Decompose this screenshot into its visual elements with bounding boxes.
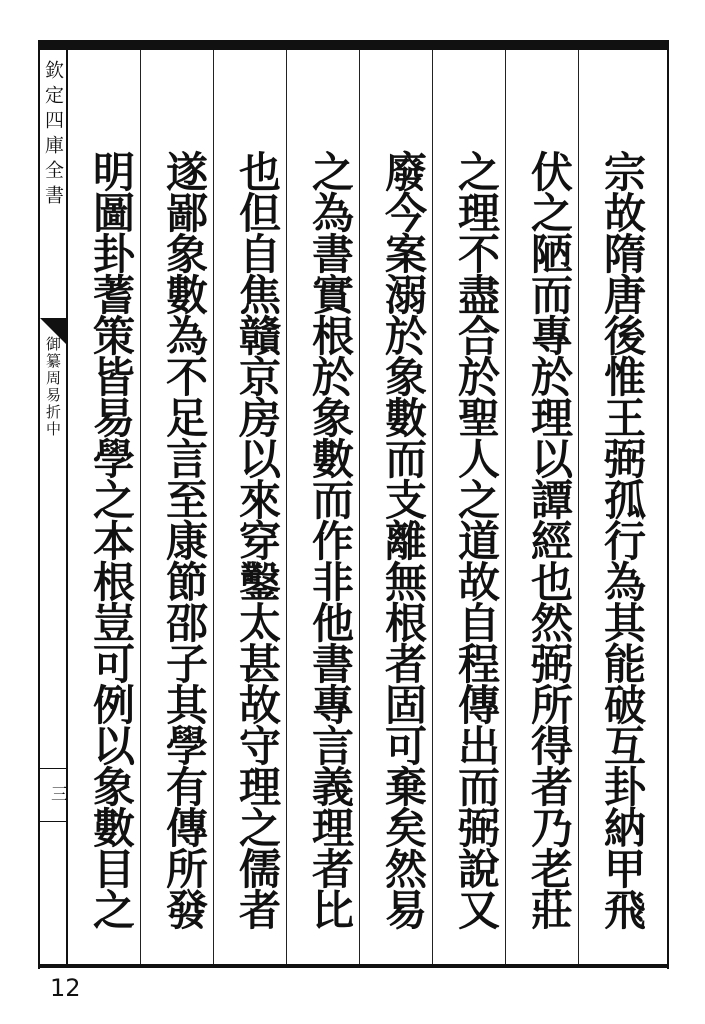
text-column-8: 明圖卦蓍策皆易學之本根豈可例以象數目之	[87, 150, 136, 929]
folio-number: 12	[50, 974, 81, 1002]
text-column-1: 宗故隋唐後惟王弼孤行為其能破互卦納甲飛	[598, 150, 647, 929]
margin-collection-title: 欽定四庫全書	[42, 60, 64, 210]
margin-page-number: 三	[47, 785, 67, 802]
text-column-3: 之理不盡合於聖人之道故自程傳出而弼說又	[452, 150, 501, 929]
text-column-5: 之為書實根於象數而作非他書專言義理者比	[306, 150, 355, 929]
margin-book-title: 御纂周易折中	[44, 336, 62, 438]
text-column-2: 伏之陋而專於理以譚經也然弼所得者乃老莊	[525, 150, 574, 929]
text-column-4: 廢今案溺於象數而支離無根者固可棄矣然易	[379, 150, 428, 929]
frame-bottom-border	[38, 964, 669, 968]
text-column-6: 也但自焦贛京房以來穿鑿太甚故守理之儒者	[233, 150, 282, 929]
text-column-7: 遂鄙象數為不足言至康節邵子其學有傳所發	[160, 150, 209, 929]
